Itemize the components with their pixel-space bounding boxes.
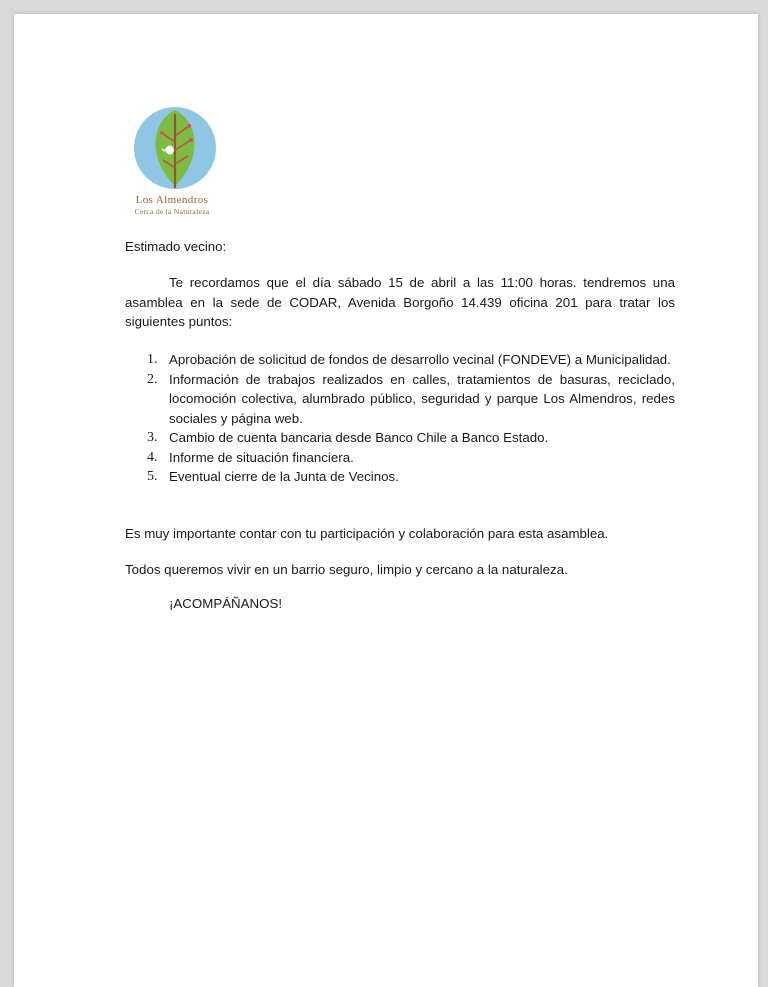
logo-name: Los Almendros <box>135 194 209 206</box>
leaf-bird-icon <box>133 106 217 190</box>
list-item <box>125 428 675 448</box>
importance-paragraph: Es muy importante contar con tu participación y colaboración para esta asamblea. <box>125 526 609 541</box>
list-item <box>125 370 675 429</box>
call-to-action: ¡ACOMPÁÑANOS! <box>169 596 283 611</box>
list-item-number: 1. <box>147 352 158 367</box>
agenda-list <box>125 350 675 487</box>
list-item-text: Aprobación de solicitud de fondos de desarrollo vecinal (FONDEVE) a Municipalidad. <box>169 352 671 367</box>
list-item-number: 4. <box>147 449 158 465</box>
list-item <box>125 350 675 370</box>
list-item-number: 5. <box>147 469 158 484</box>
list-item-number: 3. <box>147 430 158 445</box>
list-item-text: Informe de situación financiera. <box>169 449 354 465</box>
list-item-text: Información de trabajos realizados en calles, tratamientos de basuras, reciclado, locomoción colectiva, alumbrado público, seguridad y parque Los Almendros, redes sociales y página web. <box>169 371 675 426</box>
closing-paragraph: Todos queremos vivir en un barrio seguro, limpio y cercano a la naturaleza. <box>125 562 568 577</box>
los-almendros-logo <box>117 94 227 224</box>
intro-paragraph: Te recordamos que el día sábado 15 de abril a las 11:00 horas. tendremos una asamblea en la sede de CODAR, Avenida Borgoño 14.439 oficina 201 para tratar los siguientes puntos: <box>125 275 675 329</box>
logo-tagline: Cerca de la Naturaleza <box>134 207 210 216</box>
list-item <box>125 448 675 468</box>
list-item-text: Cambio de cuenta bancaria desde Banco Chile a Banco Estado. <box>169 430 549 445</box>
list-item <box>125 467 675 487</box>
list-item-text: Eventual cierre de la Junta de Vecinos. <box>169 469 399 484</box>
salutation: Estimado vecino: <box>125 239 227 254</box>
document-page <box>14 14 758 987</box>
list-item-number: 2. <box>147 371 158 387</box>
